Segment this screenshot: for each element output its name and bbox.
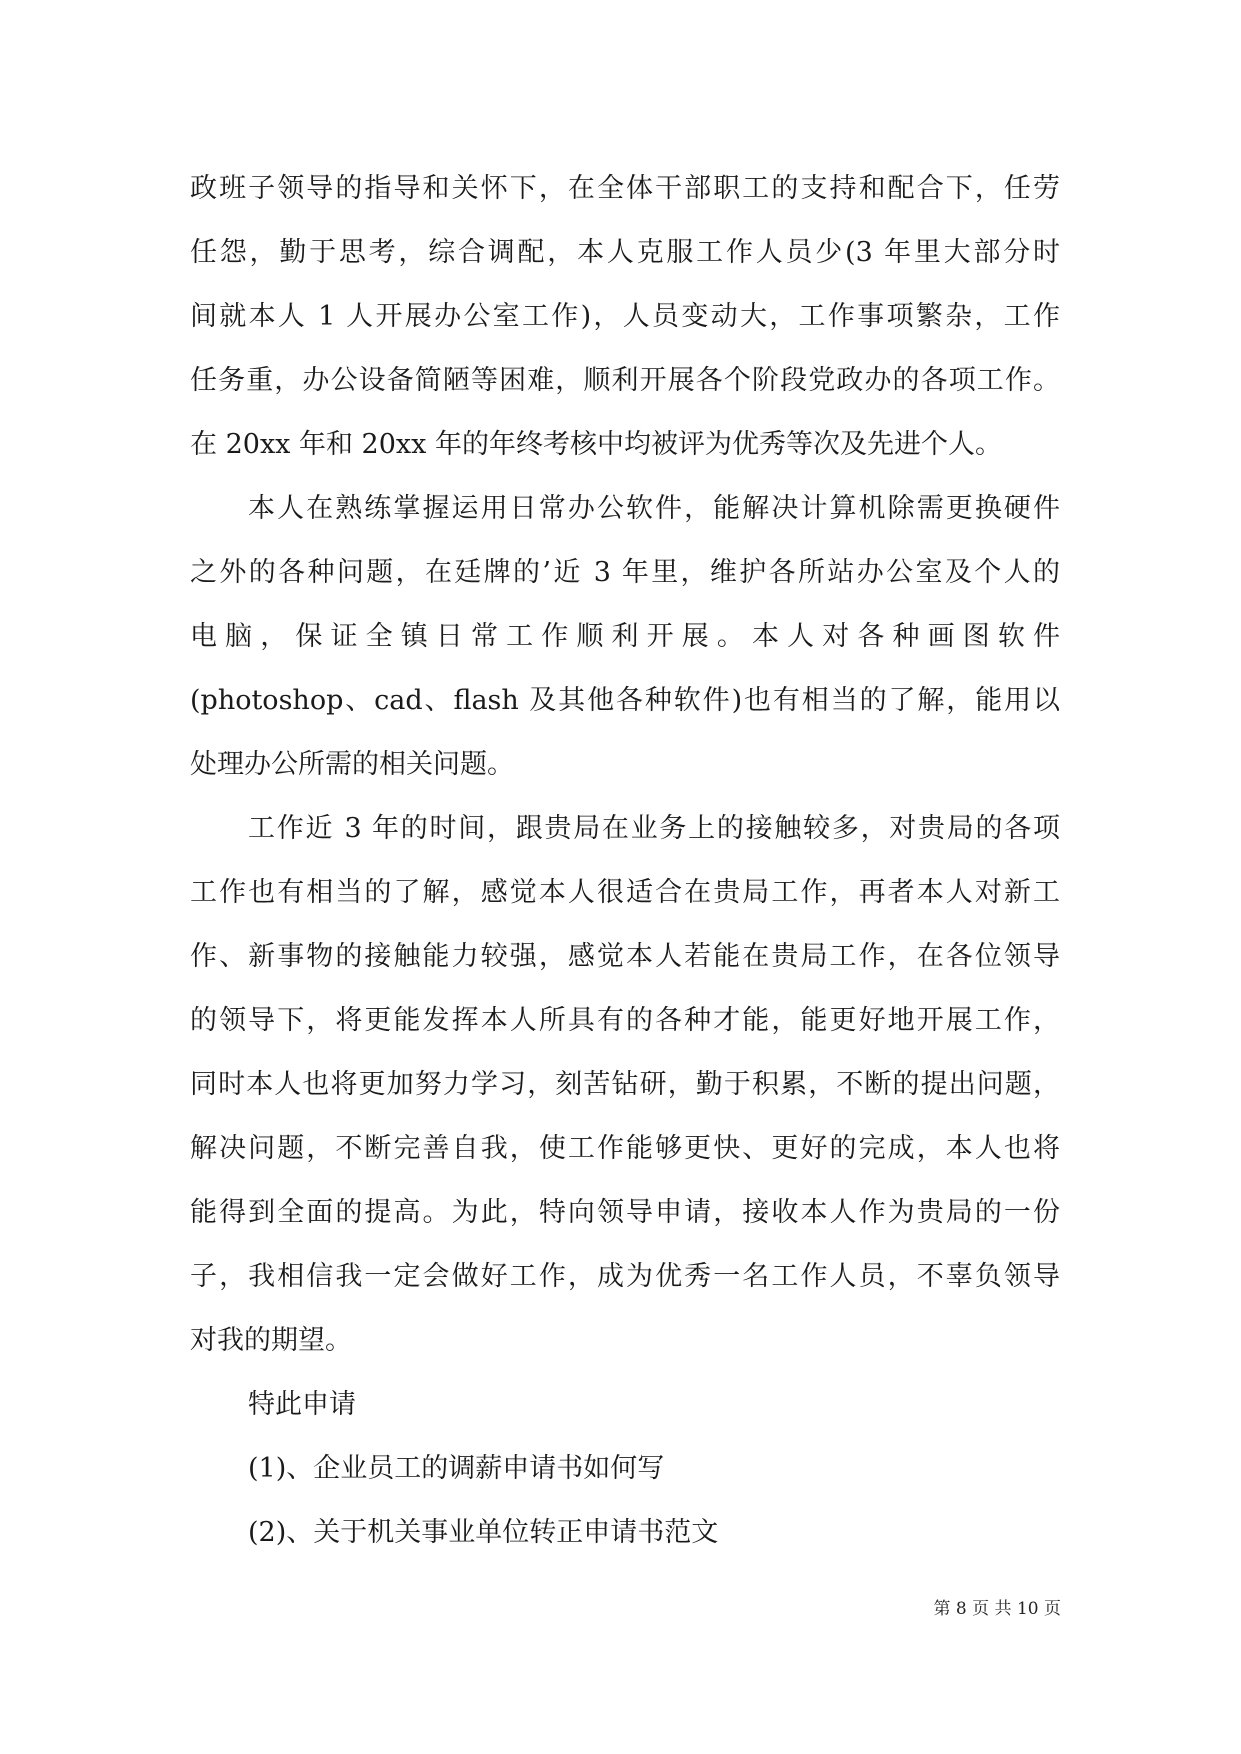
text-line: 在 20xx 年和 20xx 年的年终考核中均被评为优秀等次及先进个人。 [190,429,1002,460]
text-line: 工作近 3 年的时间，跟贵局在业务上的接触较多，对贵局的各项 [248,813,1060,844]
text-line: 政班子领导的指导和关怀下，在全体干部职工的支持和配合下，任劳 [190,173,1060,204]
document-body [190,157,1060,1565]
text-line: 任务重，办公设备简陋等困难，顺利开展各个阶段党政办的各项工作。 [190,365,1060,396]
related-link-2: (2)、关于机关事业单位转正申请书范文 [248,1517,719,1548]
text-line: 处理办公所需的相关问题。 [190,749,514,780]
text-line: 间就本人 1 人开展办公室工作)，人员变动大，工作事项繁杂，工作 [190,301,1060,332]
text-line: 电脑，保证全镇日常工作顺利开展。本人对各种画图软件 [190,621,1060,652]
text-line: 作、新事物的接触能力较强，感觉本人若能在贵局工作，在各位领导 [190,941,1060,972]
text-line: 任怨，勤于思考，综合调配，本人克服工作人员少(3 年里大部分时 [190,237,1060,268]
text-line: 之外的各种问题，在廷牌的’近 3 年里，维护各所站办公室及个人的 [190,557,1060,588]
related-link-1: (1)、企业员工的调薪申请书如何写 [248,1453,665,1484]
text-line: 对我的期望。 [190,1325,352,1356]
text-line: 能得到全面的提高。为此，特向领导申请，接收本人作为贵局的一份 [190,1197,1060,1228]
closing-line: 特此申请 [248,1389,356,1420]
text-line: 子，我相信我一定会做好工作，成为优秀一名工作人员，不辜负领导 [190,1261,1060,1292]
text-line: (photoshop、cad、flash 及其他各种软件)也有相当的了解，能用以 [190,685,1060,716]
text-line: 解决问题，不断完善自我，使工作能够更快、更好的完成，本人也将 [190,1133,1060,1164]
page-number-footer: 第 8 页 共 10 页 [933,1599,1061,1619]
text-line: 工作也有相当的了解，感觉本人很适合在贵局工作，再者本人对新工 [190,877,1060,908]
text-line: 的领导下，将更能发挥本人所具有的各种才能，能更好地开展工作， [190,1005,1060,1036]
text-line: 同时本人也将更加努力学习，刻苦钻研，勤于积累，不断的提出问题， [190,1069,1060,1100]
text-line: 本人在熟练掌握运用日常办公软件，能解决计算机除需更换硬件 [248,493,1060,524]
